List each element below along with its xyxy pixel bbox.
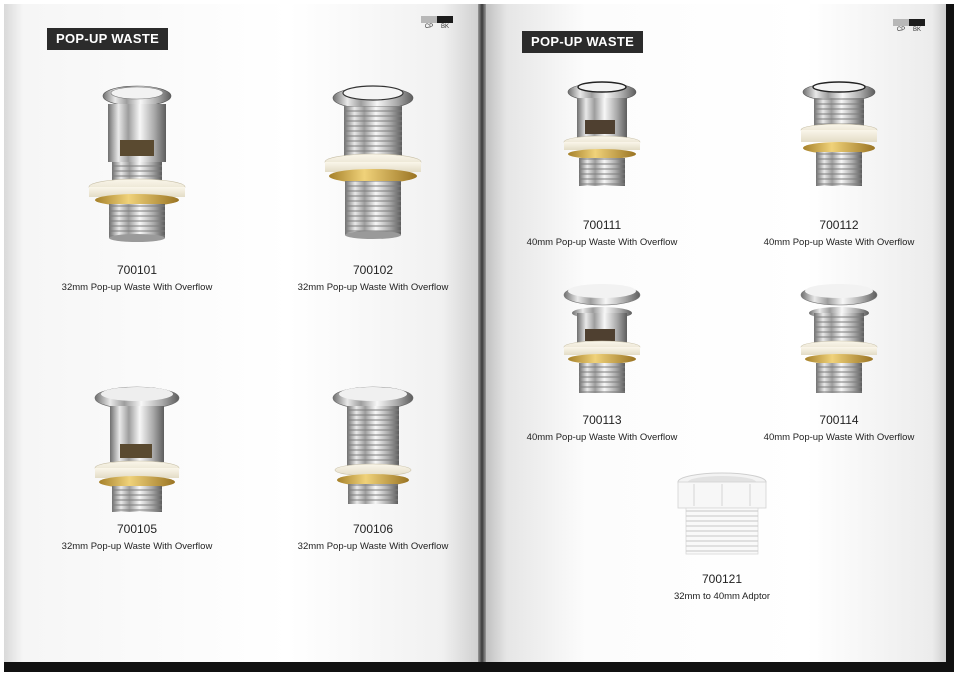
pop-up-waste-image bbox=[794, 283, 884, 405]
product-code: 700114 bbox=[819, 413, 859, 427]
pop-up-waste-image bbox=[318, 82, 428, 257]
product-description: 40mm Pop-up Waste With Overflow bbox=[526, 237, 678, 248]
pop-up-waste-image bbox=[557, 80, 647, 208]
product-code: 700106 bbox=[352, 522, 394, 536]
product-700106[interactable] bbox=[263, 386, 483, 552]
product-700113[interactable] bbox=[492, 283, 712, 443]
pop-up-waste-image bbox=[557, 283, 647, 405]
pop-up-waste-image bbox=[82, 82, 192, 257]
product-description: 40mm Pop-up Waste With Overflow bbox=[763, 237, 915, 248]
cp-label: CP bbox=[896, 27, 906, 33]
product-description: 40mm Pop-up Waste With Overflow bbox=[526, 432, 678, 443]
product-description: 32mm Pop-up Waste With Overflow bbox=[297, 282, 449, 293]
cp-swatch bbox=[421, 16, 437, 23]
product-code: 700105 bbox=[116, 522, 158, 536]
bk-swatch bbox=[909, 19, 925, 26]
product-description: 32mm Pop-up Waste With Overflow bbox=[297, 541, 449, 552]
product-code: 700113 bbox=[582, 413, 622, 427]
product-description: 40mm Pop-up Waste With Overflow bbox=[763, 432, 915, 443]
pop-up-waste-image bbox=[318, 386, 428, 516]
section-title-right: POP-UP WASTE bbox=[522, 31, 643, 53]
product-description: 32mm Pop-up Waste With Overflow bbox=[61, 282, 213, 293]
product-700102[interactable] bbox=[263, 82, 483, 293]
cp-label: CP bbox=[424, 24, 434, 30]
bk-label: BK bbox=[912, 27, 921, 33]
cp-swatch bbox=[893, 19, 909, 26]
finish-legend-left bbox=[421, 16, 453, 30]
product-700111[interactable] bbox=[492, 80, 712, 248]
product-code: 700101 bbox=[116, 263, 158, 277]
finish-legend-right bbox=[893, 19, 925, 33]
product-700112[interactable] bbox=[729, 80, 949, 248]
product-700101[interactable] bbox=[27, 82, 247, 293]
pop-up-waste-image bbox=[82, 386, 192, 516]
product-code: 700112 bbox=[819, 218, 859, 232]
bk-swatch bbox=[437, 16, 453, 23]
product-700114[interactable] bbox=[729, 283, 949, 443]
product-700121[interactable] bbox=[612, 472, 832, 602]
product-code: 700111 bbox=[582, 218, 622, 232]
adaptor-image bbox=[672, 472, 772, 562]
product-description: 32mm to 40mm Adptor bbox=[673, 591, 771, 602]
pop-up-waste-image bbox=[794, 80, 884, 208]
product-700105[interactable] bbox=[27, 386, 247, 552]
section-title-left: POP-UP WASTE bbox=[47, 28, 168, 50]
product-code: 700102 bbox=[352, 263, 394, 277]
product-description: 32mm Pop-up Waste With Overflow bbox=[61, 541, 213, 552]
bk-label: BK bbox=[440, 24, 449, 30]
product-code: 700121 bbox=[701, 572, 743, 586]
